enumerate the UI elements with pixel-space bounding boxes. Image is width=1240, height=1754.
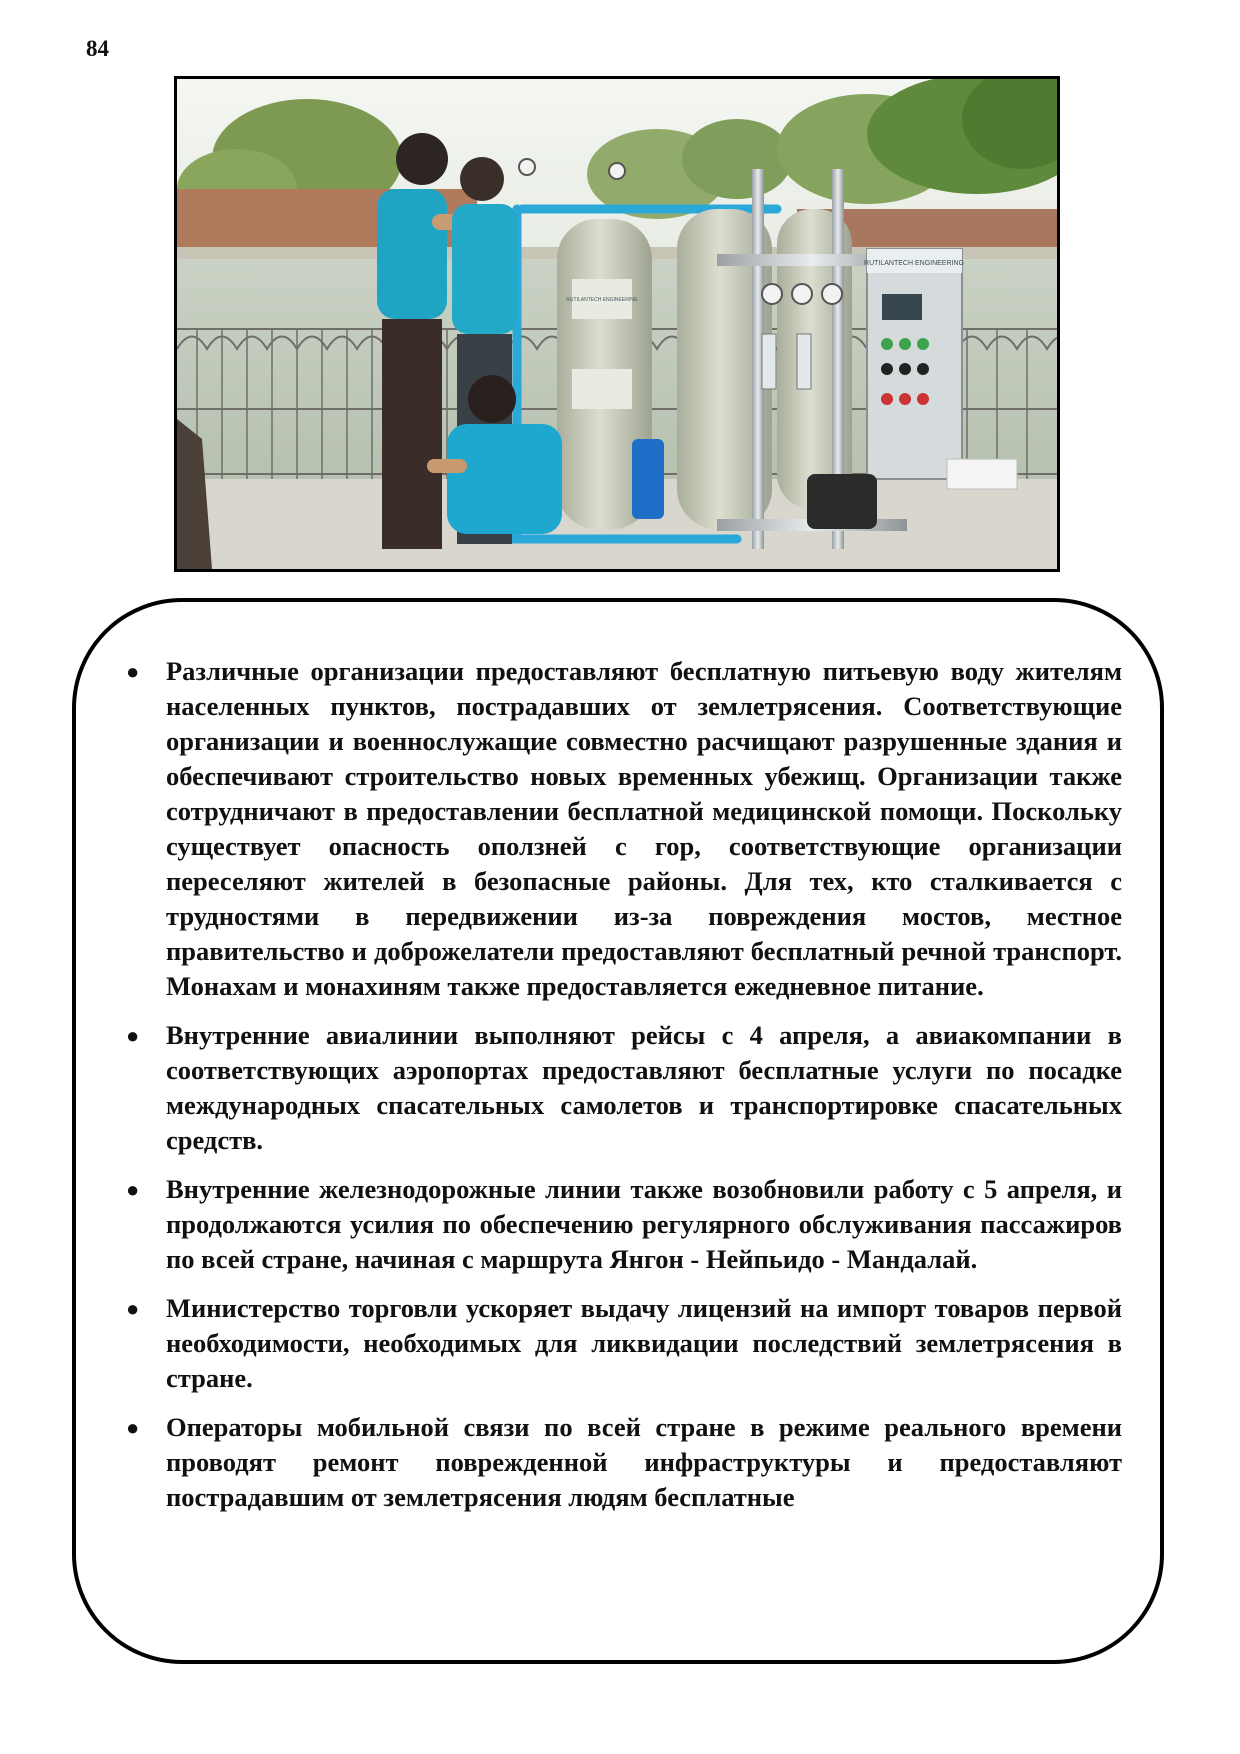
bullet-text: Внутренние авиалинии выполняют рейсы с 4 апреля, а авиакомпании в соответствующих аэропортах предоставляют бесплатные услуги по посадке международных спасательных самолетов и транспортировке спасательных средств. (166, 1020, 1122, 1155)
photo-illustration (177, 79, 1057, 569)
tank-brand-label: RUTILANTECH ENGINEERING (566, 297, 638, 303)
photo-water-purification-unit (174, 76, 1060, 572)
text-panel (72, 598, 1164, 1664)
panel-brand-label: RUTILANTECH ENGINEERING (864, 260, 964, 267)
bullet-list (126, 654, 1122, 1529)
bullet-dot-icon: ● (126, 1415, 140, 1440)
bullet-item (126, 1172, 1122, 1277)
bullet-item (126, 1018, 1122, 1158)
bullet-item (126, 654, 1122, 1004)
bullet-text: Министерство торговли ускоряет выдачу лицензий на импорт товаров первой необходимости, необходимых для ликвидации последствий землетрясения в стране. (166, 1293, 1122, 1393)
bullet-dot-icon: ● (126, 1296, 140, 1321)
bullet-text: Операторы мобильной связи по всей стране в режиме реального времени проводят ремонт поврежденной инфраструктуры и предоставляют пострадавшим от землетрясения людям бесплатные (166, 1412, 1122, 1512)
page-number: 84 (86, 36, 109, 61)
bullet-dot-icon: ● (126, 1023, 140, 1048)
bullet-dot-icon: ● (126, 659, 140, 684)
bullet-text: Внутренние железнодорожные линии также возобновили работу с 5 апреля, и продолжаются усилия по обеспечению регулярного обслуживания пассажиров по всей стране, начиная с маршрута Янгон - Нейпьидо - Мандалай. (166, 1174, 1122, 1274)
bullet-text: Различные организации предоставляют бесплатную питьевую воду жителям населенных пунктов, пострадавших от землетрясения. Соответствующие организации и военнослужащие совместно расчищают разрушенные здания и обеспечивают строительство новых временных убежищ. Организации также сотрудничают в предоставлении бесплатной медицинской помощи. Поскольку существует опасность оползней с гор, соответствующие организации переселяют жителей в безопасные районы. Для тех, кто сталкивается с трудностями в передвижении из-за повреждения мостов, местное правительство и доброжелатели предоставляют бесплатный речной транспорт. Монахам и монахиням также предоставляется ежедневное питание. (166, 656, 1122, 1001)
bullet-item (126, 1291, 1122, 1396)
bullet-dot-icon: ● (126, 1177, 140, 1202)
bullet-item (126, 1410, 1122, 1515)
